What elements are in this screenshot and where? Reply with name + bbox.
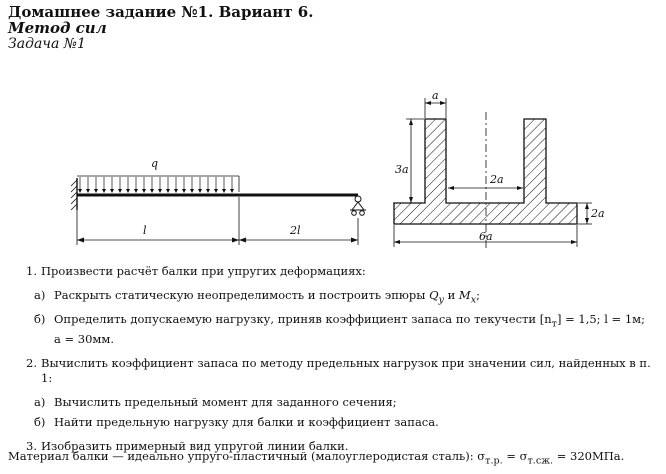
load-arrow-head — [230, 189, 234, 193]
task-item-2: 2. Вычислить коэффициент запаса по методу предельных нагрузок при значении сил, найденных в п. 1: — [26, 355, 651, 385]
load-arrow-head — [134, 189, 138, 193]
span-dimensions — [77, 197, 358, 245]
task-text: Вычислить коэффициент запаса по методу предельных нагрузок при значении сил, найденных в п. 1: — [41, 355, 651, 385]
task-title: Задача №1 — [8, 36, 86, 52]
load-arrow-head — [206, 189, 210, 193]
load-arrow-head — [110, 189, 114, 193]
task-list — [26, 264, 660, 454]
load-arrow-head — [142, 189, 146, 193]
load-arrow-head — [214, 189, 218, 193]
load-arrow-head — [86, 189, 90, 193]
load-arrow-head — [150, 189, 154, 193]
subtask-1a: а) Раскрыть статическую неопределимость и построить эпюры $Q_y$ и $M_x$; — [34, 288, 480, 306]
task-item-3: 3. Изобразить примерный вид упругой линии балки. — [26, 438, 349, 453]
load-arrow-head — [102, 189, 106, 193]
load-arrow-head — [158, 189, 162, 193]
task-text: Произвести расчёт балки при упругих деформациях: — [41, 264, 366, 278]
dim-height-label: 3a — [395, 163, 409, 176]
load-arrow-head — [78, 189, 82, 193]
load-arrow-head — [198, 189, 202, 193]
page-title: Домашнее задание №1. Вариант 6. — [8, 3, 314, 21]
span-left-label: l — [143, 224, 147, 237]
wall-hatch — [71, 180, 77, 210]
load-label: q — [151, 157, 159, 170]
dim-flange-label: 2a — [591, 207, 605, 220]
cross-section — [393, 89, 605, 248]
load-arrow-head — [182, 189, 186, 193]
roller-support — [350, 196, 366, 215]
load-arrow-head — [174, 189, 178, 193]
method-title: Метод сил — [8, 19, 107, 37]
subtask-1b: б) Определить допускаемую нагрузку, приняв коэффициент запаса по текучести $[n_т] = 1,5$; l = 1м; a = 30мм. — [34, 312, 645, 346]
load-arrow-head — [126, 189, 130, 193]
load-arrow-head — [94, 189, 98, 193]
load-arrow-head — [118, 189, 122, 193]
task-item-1: 1. Произвести расчёт балки при упругих деформациях: — [26, 264, 366, 278]
subtask-2a: а) Вычислить предельный момент для заданного сечения; — [34, 394, 397, 409]
task-text: Изобразить примерный вид упругой линии балки. — [41, 438, 349, 453]
dim-width-label: 6a — [479, 230, 493, 243]
subtask-2b: б) Найти предельную нагрузку для балки и коэффициент запаса. — [34, 414, 439, 429]
section-shape — [394, 119, 577, 224]
load-arrow-head — [222, 189, 226, 193]
load-arrow-head — [166, 189, 170, 193]
load-arrow-head — [190, 189, 194, 193]
dim-a-label: a — [432, 89, 439, 102]
load-arrows — [78, 177, 234, 193]
beam-diagram — [71, 157, 366, 245]
dim-gap-label: 2a — [490, 173, 504, 186]
span-right-label: 2l — [290, 224, 301, 237]
material-note: Материал балки — идеально упруго-пластичный (малоуглеродистая сталь): $\sigma_{т.р.} = \sigma_{т.сж.} = 320МПа$. — [8, 449, 625, 467]
